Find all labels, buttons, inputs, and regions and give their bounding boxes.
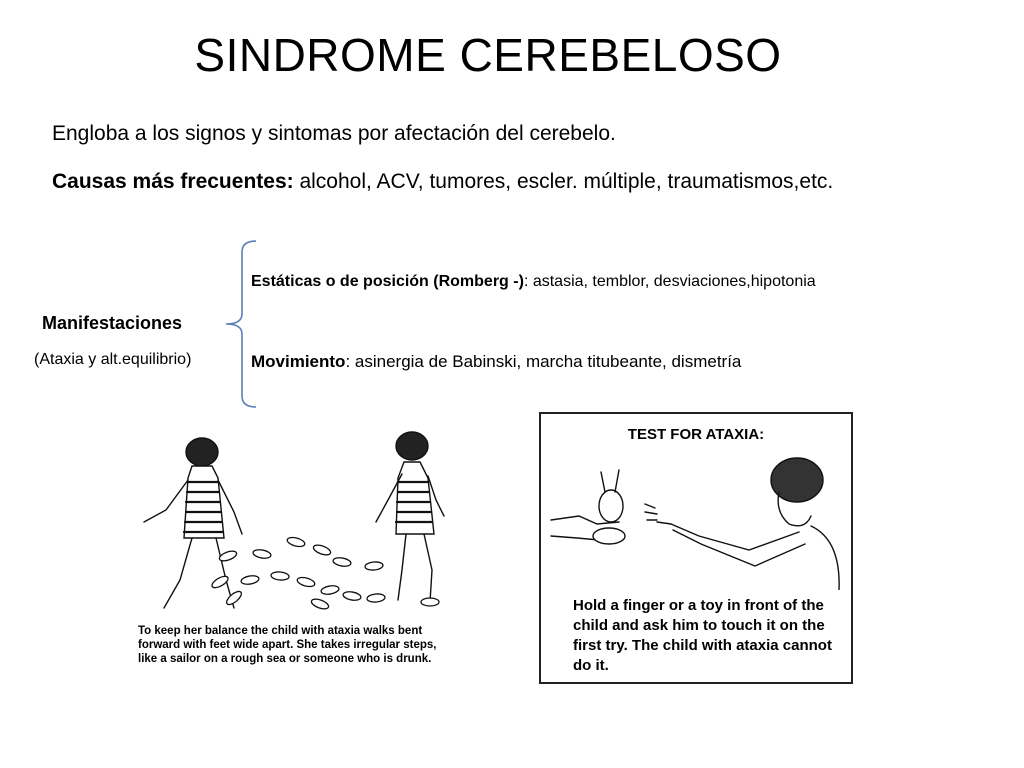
manifestation-static-label: Estáticas o de posición (Romberg -) bbox=[251, 273, 524, 290]
causes-label: Causas más frecuentes: bbox=[52, 170, 294, 193]
manifestation-movement-label: Movimiento bbox=[251, 352, 346, 371]
finger-test-illustration bbox=[549, 450, 845, 590]
causes-text: alcohol, ACV, tumores, escler. múltiple, traumatismos,etc. bbox=[293, 170, 834, 193]
slide-title: SINDROME CEREBELOSO bbox=[194, 29, 782, 81]
manifestation-static bbox=[251, 273, 816, 291]
manifestation-static-text: : astasia, temblor, desviaciones,hipotonia bbox=[523, 273, 816, 290]
manifestations-subtitle: (Ataxia y alt.equilibrio) bbox=[34, 351, 192, 368]
causes-line bbox=[52, 170, 833, 194]
manifestation-movement-text: : asinergia de Babinski, marcha titubeante, dismetría bbox=[345, 352, 742, 371]
walking-caption: To keep her balance the child with ataxia walks bent forward with feet wide apart. She takes irregular steps, like a sailor on a rough sea or someone who is drunk. bbox=[138, 625, 437, 665]
test-box-title: TEST FOR ATAXIA: bbox=[627, 426, 765, 443]
curly-brace bbox=[222, 238, 262, 410]
manifestations-title: Manifestaciones bbox=[42, 313, 183, 333]
test-box-caption: Hold a finger or a toy in front of the child and ask him to touch it on the first try. The child with ataxia cannot do it. bbox=[573, 597, 832, 674]
ataxia-walking-illustration bbox=[130, 430, 460, 630]
manifestation-movement bbox=[251, 352, 741, 372]
intro-text: Engloba a los signos y sintomas por afectación del cerebelo. bbox=[52, 122, 616, 145]
test-for-ataxia-box bbox=[539, 412, 853, 684]
